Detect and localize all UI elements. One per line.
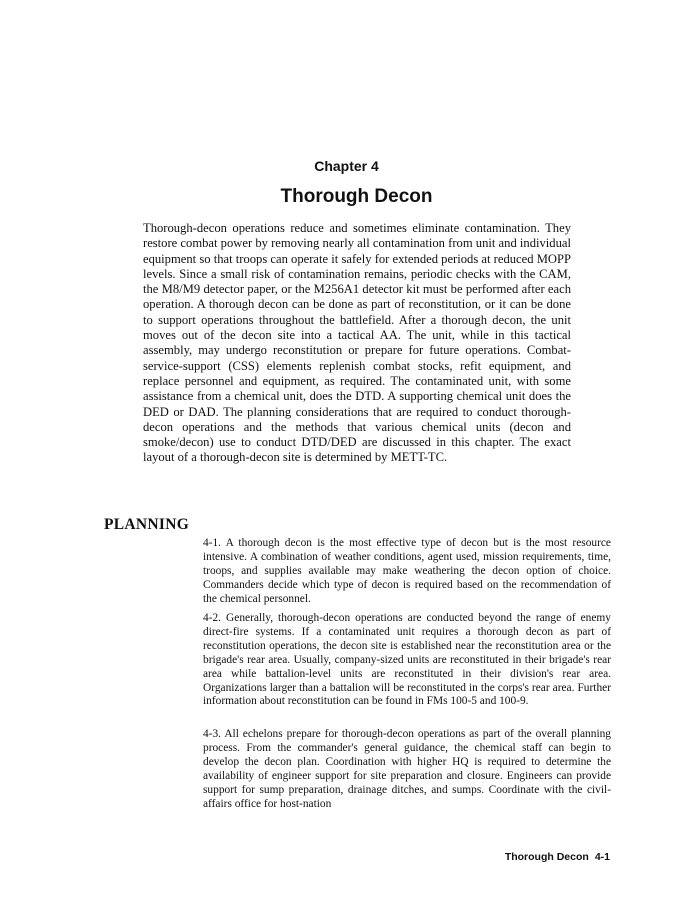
- footer-running-title: Thorough Decon: [504, 851, 589, 863]
- paragraph-4-1: 4-1. A thorough decon is the most effective type of decon but is the most resource intensive. A combination of weather conditions, agent used, mission requirements, time, troops, and supplies available may make weathering the decon option of choice. Commanders decide which type of decon is required based on the recommendation of the chemical personnel.: [203, 537, 611, 605]
- section-heading-planning: PLANNING: [104, 516, 190, 533]
- paragraph-4-3: 4-3. All echelons prepare for thorough-decon operations as part of the overall planning process. From the commander's general guidance, the chemical staff can begin to develop the decon plan. Coordination with higher HQ is required to determine the availability of engineer support for site preparation and closure. Engineers can provide support for sump preparation, drainage ditches, and sumps. Coordinate with the civil-affairs office for host-nation: [203, 728, 611, 810]
- paragraph-4-2: 4-2. Generally, thorough-decon operations are conducted beyond the range of enemy direct-fire systems. If a contaminated unit requires a thorough decon as part of reconstitution operations, the decon site is established near the reconstitution area or the brigade's rear area. Usually, company-sized units are reconstituted in their brigade's rear area while battalion-level units are reconstituted in their division's rear area. Organizations larger than a battalion will be reconstituted in the corps's rear area. Further information about reconstitution can be found in FMs 100-5 and 100-9.: [203, 612, 611, 708]
- page-footer: [505, 851, 610, 863]
- chapter-title: Thorough Decon: [280, 186, 433, 207]
- intro-paragraph: Thorough-decon operations reduce and sometimes eliminate contamination. They restore combat power by removing nearly all contamination from unit and individual equipment so that troops can operate it safely for extended periods at reduced MOPP levels. Since a small risk of contamination remains, periodic checks with the CAM, the M8/M9 detector paper, or the M256A1 detector kit must be performed after each operation. A thorough decon can be done as part of reconstitution, or it can be done to support operations throughout the battlefield. After a thorough decon, the unit moves out of the decon site into a tactical AA. The unit, while in this tactical assembly, may undergo reconstitution or prepare for future operations. Combat-service-support (CSS) elements replenish combat stocks, refit equipment, and replace personnel and equipment, as required. The contaminated unit, with some assistance from a chemical unit, does the DTD. A supporting chemical unit does the DED or DAD. The planning considerations that are required to conduct thorough-decon operations and the methods that various chemical units (decon and smoke/decon) use to conduct DTD/DED are discussed in this chapter. The exact layout of a thorough-decon site is determined by METT-TC.: [143, 221, 571, 465]
- chapter-label: Chapter 4: [314, 158, 379, 174]
- footer-page-number: 4-1: [594, 851, 610, 863]
